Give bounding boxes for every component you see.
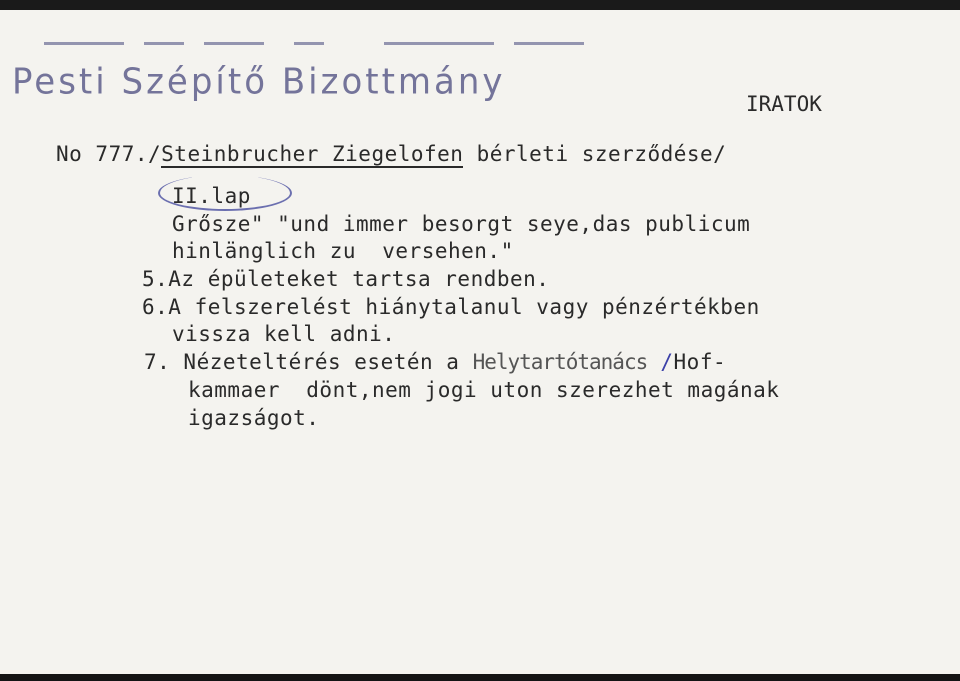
item-6-line-1: 6.A felszerelést hiánytalanul vagy pénzértékben <box>142 295 760 319</box>
category-label: IRATOK <box>746 92 822 116</box>
record-title-underlined: Steinbrucher Ziegelofen <box>161 142 464 166</box>
record-title-line <box>56 142 726 166</box>
archive-card <box>0 10 960 674</box>
stamp-top-rule <box>44 42 604 62</box>
record-title-rest: bérleti szerződése/ <box>463 142 727 166</box>
item-7-line-3: igazságot. <box>188 406 320 430</box>
item-7-end: Hof- <box>673 350 727 374</box>
text-line-2: hinlänglich zu versehen." <box>172 239 514 263</box>
struck-word: Helytartótanács <box>472 350 648 374</box>
text-line-1: Grősze" "und immer besorgt seye,das publicum <box>172 212 751 236</box>
institution-stamp: Pesti Szépítő Bizottmány <box>12 61 506 103</box>
page-indicator: II.lap <box>172 184 251 208</box>
item-6-line-2: vissza kell adni. <box>172 322 396 346</box>
item-7-start: 7. Nézeteltérés esetén a <box>144 350 473 374</box>
pen-correction-mark: / <box>647 350 674 374</box>
scan-border <box>0 674 960 681</box>
item-5: 5.Az épületeket tartsa rendben. <box>142 267 550 291</box>
item-7-line-1 <box>144 350 726 374</box>
record-number: No 777./ <box>56 142 162 166</box>
item-7-line-2: kammaer dönt,nem jogi uton szerezhet magának <box>188 378 780 402</box>
